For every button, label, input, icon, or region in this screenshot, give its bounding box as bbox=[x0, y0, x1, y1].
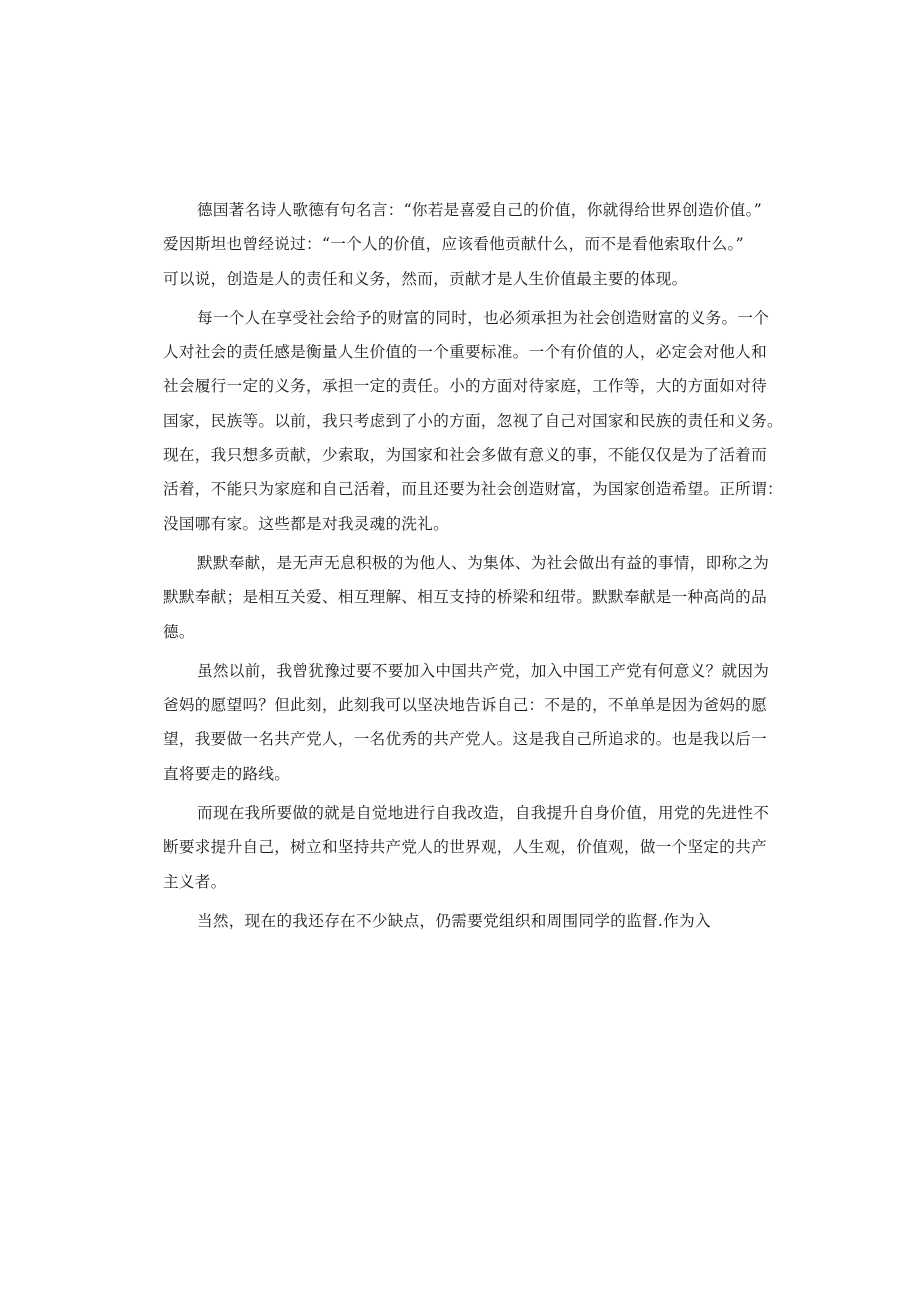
paragraph-social-responsibility bbox=[163, 301, 783, 541]
text-line: 国家，民族等。以前，我只考虑到了小的方面，忽视了自己对国家和民族的责任和义务。 bbox=[163, 411, 783, 430]
text-line: 望，我要做一名共产党人，一名优秀的共产党人。这是我自己所追求的。也是我以后一 bbox=[163, 730, 767, 749]
paragraph-joining-party bbox=[163, 654, 770, 791]
text-line: 默默奉献；是相互关爱、相互理解、相互支持的桥梁和纽带。默默奉献是一种高尚的品 bbox=[163, 588, 767, 607]
text-line: 每一个人在享受社会给予的财富的同时，也必须承担为社会创造财富的义务。一个 bbox=[197, 308, 770, 327]
paragraph-shortcomings bbox=[163, 904, 763, 938]
text-line: 社会履行一定的义务，承担一定的责任。小的方面对待家庭，工作等，大的方面如对待 bbox=[163, 377, 767, 396]
text-line: 德国著名诗人歌德有句名言：“你若是喜爱自己的价值，你就得给世界创造价值。” bbox=[197, 201, 763, 219]
text-line: 主义者。 bbox=[163, 872, 227, 891]
text-line: 人对社会的责任感是衡量人生价值的一个重要标准。一个有价值的人，必定会对他人和 bbox=[163, 343, 767, 362]
paragraph-goethe-quote bbox=[163, 193, 763, 296]
text-line: 当然，现在的我还存在不少缺点，仍需要党组织和周围同学的监督.作为入 bbox=[197, 911, 711, 930]
body-text bbox=[163, 193, 783, 943]
text-line: 而现在我所要做的就是自觉地进行自我改造，自我提升自身价值，用党的先进性不 bbox=[197, 804, 770, 823]
text-line: 现在，我只想多贡献，少索取，为国家和社会多做有意义的事，不能仅仅是为了活着而 bbox=[163, 446, 767, 465]
text-line: 爱因斯坦也曾经说过：“一个人的价值，应该看他贡献什么，而不是看他索取什么。” bbox=[163, 235, 744, 254]
text-line: 活着，不能只为家庭和自己活着，而且还要为社会创造财富，为国家创造希望。正所谓： bbox=[163, 480, 783, 499]
text-line: 断要求提升自己，树立和坚持共产党人的世界观，人生观，价值观，做一个坚定的共产 bbox=[163, 838, 767, 857]
text-line: 直将要走的路线。 bbox=[163, 764, 291, 783]
paragraph-self-improvement bbox=[163, 796, 770, 899]
text-line: 可以说，创造是人的责任和义务，然而，贡献才是人生价值最主要的体现。 bbox=[163, 269, 688, 288]
text-line: 默默奉献，是无声无息积极的为他人、为集体、为社会做出有益的事情，即称之为 bbox=[197, 553, 770, 572]
paragraph-silent-dedication bbox=[163, 546, 770, 649]
text-line: 虽然以前，我曾犹豫过要不要加入中国共产党，加入中国工产党有何意义？就因为 bbox=[197, 661, 770, 680]
text-line: 德。 bbox=[163, 622, 195, 641]
text-line: 爸妈的愿望吗？但此刻，此刻我可以坚决地告诉自己：不是的，不单单是因为爸妈的愿 bbox=[163, 696, 767, 715]
text-line: 没国哪有家。这些都是对我灵魂的洗礼。 bbox=[163, 514, 450, 533]
